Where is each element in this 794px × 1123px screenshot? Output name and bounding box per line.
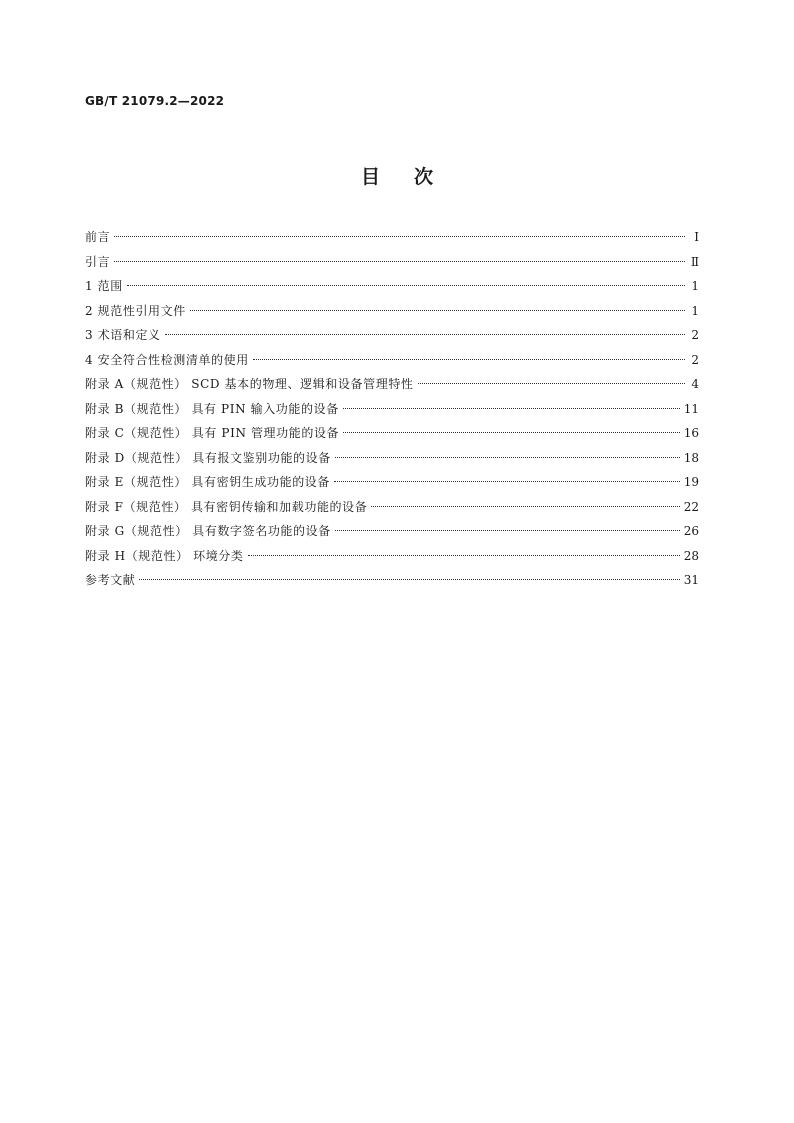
- toc-entry-label: 附录 D（规范性） 具有报文鉴别功能的设备: [85, 450, 331, 465]
- toc-entry-label: 附录 H（规范性） 环境分类: [85, 548, 244, 563]
- toc-entry-label: 附录 A（规范性） SCD 基本的物理、逻辑和设备管理特性: [85, 377, 414, 391]
- toc-page-number: Ⅱ: [690, 254, 699, 269]
- toc-page-number: 31: [683, 573, 699, 587]
- toc-entry-label: 附录 C（规范性） 具有 PIN 管理功能的设备: [85, 426, 340, 440]
- toc-page-number: 2: [691, 328, 699, 342]
- toc-entry-scope[interactable]: [85, 277, 699, 302]
- dot-leader: [253, 359, 685, 360]
- dot-leader: [371, 506, 679, 507]
- toc-page-number: 11: [683, 401, 699, 416]
- dot-leader: [139, 579, 679, 580]
- toc-entry-annex-c[interactable]: [85, 424, 699, 449]
- dot-leader: [334, 481, 680, 482]
- toc-entry-annex-g[interactable]: [85, 522, 699, 547]
- toc-entry-label: 引言: [85, 254, 111, 269]
- toc-entry-bibliography[interactable]: [85, 571, 699, 596]
- toc-entry-checklist-use[interactable]: [85, 351, 699, 376]
- dot-leader: [343, 408, 680, 409]
- toc-entry-label: 附录 E（规范性） 具有密钥生成功能的设备: [85, 475, 330, 489]
- toc-page-number: 2: [691, 352, 699, 367]
- toc-entry-annex-b[interactable]: [85, 400, 699, 425]
- toc-entry-foreword[interactable]: [85, 228, 699, 253]
- toc-entry-label: 前言: [85, 230, 111, 244]
- toc-entry-terms-definitions[interactable]: [85, 326, 699, 351]
- dot-leader: [165, 334, 685, 335]
- toc-entry-annex-h[interactable]: [85, 547, 699, 572]
- dot-leader: [335, 457, 680, 458]
- toc-entry-annex-d[interactable]: [85, 449, 699, 474]
- toc-entry-label: 4 安全符合性检测清单的使用: [85, 352, 249, 367]
- toc-page-number: 4: [691, 377, 699, 391]
- toc-page-number: 18: [683, 450, 699, 465]
- dot-leader: [127, 285, 685, 286]
- toc-page-number: 28: [683, 548, 699, 563]
- standard-number: GB/T 21079.2—2022: [85, 94, 225, 108]
- toc-entry-label: 附录 B（规范性） 具有 PIN 输入功能的设备: [85, 401, 339, 416]
- toc-entry-normative-references[interactable]: [85, 302, 699, 327]
- dot-leader: [248, 555, 680, 556]
- toc-entry-annex-f[interactable]: [85, 498, 699, 523]
- toc-title-char-1: 目: [360, 166, 380, 188]
- toc-page-number: 22: [683, 499, 699, 514]
- toc-page-number: Ⅰ: [694, 230, 699, 244]
- toc-page-number: 1: [691, 279, 699, 293]
- toc-entry-annex-a[interactable]: [85, 375, 699, 400]
- toc-page-number: 16: [683, 426, 699, 440]
- dot-leader: [335, 530, 680, 531]
- toc-page-number: 26: [683, 524, 699, 538]
- toc-page-number: 19: [683, 475, 699, 489]
- toc-entry-label: 3 术语和定义: [85, 328, 161, 342]
- toc-entry-annex-e[interactable]: [85, 473, 699, 498]
- dot-leader: [114, 261, 685, 262]
- toc-page-number: 1: [691, 303, 699, 318]
- toc-title-char-2: 次: [414, 166, 434, 188]
- toc-title: [0, 162, 794, 189]
- dot-leader: [190, 310, 685, 311]
- toc-entry-introduction[interactable]: [85, 253, 699, 278]
- toc-entry-label: 1 范围: [85, 279, 123, 293]
- toc-entry-label: 2 规范性引用文件: [85, 303, 186, 318]
- toc-entry-label: 附录 G（规范性） 具有数字签名功能的设备: [85, 524, 331, 538]
- dot-leader: [418, 383, 685, 384]
- toc-entry-label: 附录 F（规范性） 具有密钥传输和加载功能的设备: [85, 499, 368, 514]
- toc-entry-label: 参考文献: [85, 573, 136, 587]
- table-of-contents: [85, 228, 699, 596]
- dot-leader: [114, 236, 685, 237]
- dot-leader: [343, 432, 680, 433]
